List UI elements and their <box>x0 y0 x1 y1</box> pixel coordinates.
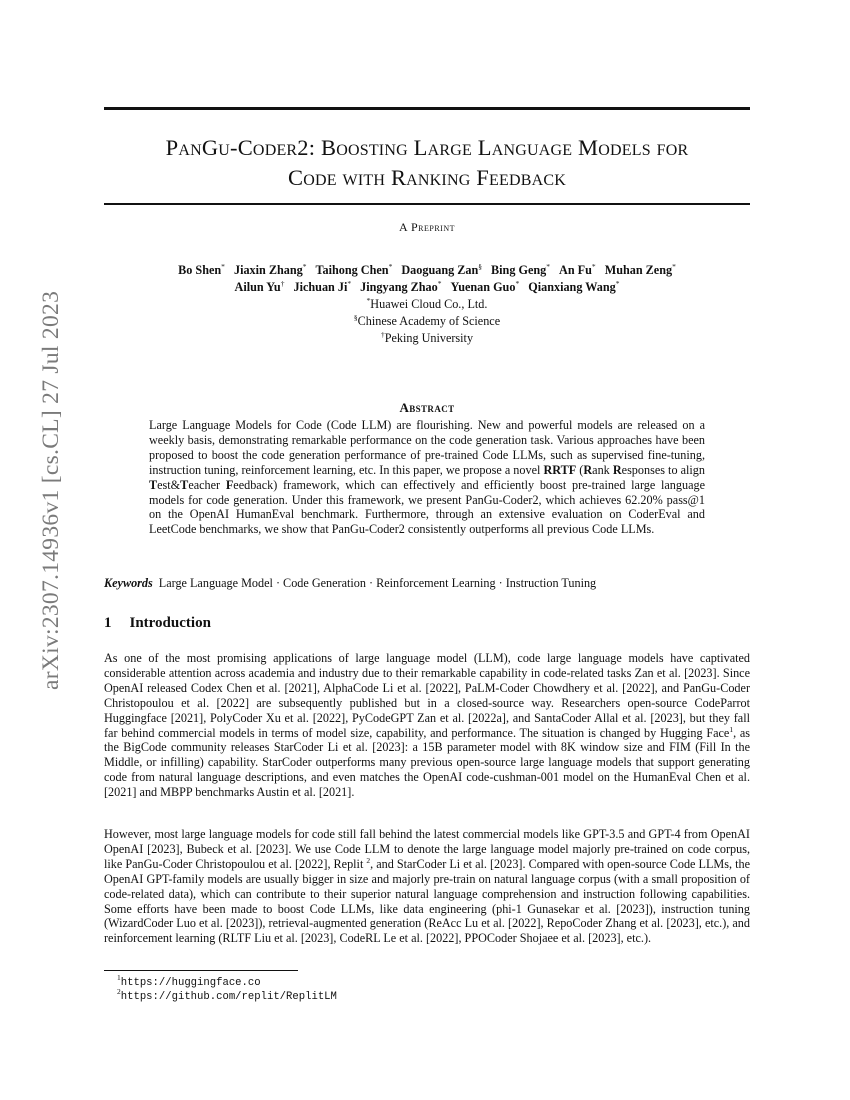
author: Taihong Chen* <box>315 262 393 277</box>
author: Bo Shen* <box>178 262 225 277</box>
author: Bing Geng* <box>491 262 550 277</box>
abstract-heading: Abstract <box>399 400 455 415</box>
section-number: 1 <box>104 615 112 631</box>
author: Jingyang Zhao* <box>360 279 442 294</box>
affiliations <box>104 296 750 347</box>
title-line-2: Code with Ranking Feedback <box>288 165 566 190</box>
footnote-1[interactable]: $^1$https://huggingface.co <box>117 973 261 989</box>
authors-line-1 <box>104 262 750 279</box>
intro-paragraph-2: However, most large language models for code still fall behind the latest commercial models like GPT-3.5 and GPT-4 from OpenAI OpenAI [2023], Bubeck et al. [2023]. We use Code LLM to denote the large language model majorly pre-trained on code corpus, like PanGu-Coder Christopoulou et al. [2022], Replit $^2$, and StarCoder Li et al. [2023]. Compared with open-source Code LLMs, the OpenAI GPT-family models are usually bigger in size and majorly pre-train on natural language corpus (with a small proposition of code-related data), which can contribute to their superior natural language comprehension and instruction following capabilities. Some efforts have been made to boost Code LLMs, like data engineering (phi-1 Gunasekar et al. [2023]), instruction tuning (WizardCoder Luo et al. [2023]), retrieval-augmented generation (ReAcc Lu et al. [2022], RepoCoder Zhang et al. [2023], etc.), and reinforcement learning (RLTF Liu et al. [2023], CodeRL Le et al. [2022], PPOCoder Shojaee et al. [2023], etc.). <box>104 827 750 946</box>
preprint-label: A Preprint <box>398 220 455 234</box>
section-title: Introduction <box>129 615 211 631</box>
author: Jiaxin Zhang* <box>233 262 307 277</box>
title-bottom-rule <box>104 203 750 205</box>
abstract-text: Large Language Models for Code (Code LLM) are flourishing. New and powerful models are released on a weekly basis, demonstrating remarkable performance on the code generation task. Various approaches have been proposed to boost the code generation performance of pre-trained Code LLMs, such as supervised fine-tuning, instruction tuning, reinforcement learning, etc. In this paper, we propose a novel RRTF (Rank Responses to align Test&Teacher Feedback) framework, which can effectively and efficiently boost pre-trained large language models for code generation. Under this framework, we present PanGu-Coder2, which achieves 62.20% pass@1 on the OpenAI HumanEval benchmark. Furthermore, through an extensive evaluation on CoderEval and LeetCode benchmarks, we show that PanGu-Coder2 consistently outperforms all previous Code LLMs. <box>149 418 705 537</box>
footnote-rule <box>104 970 298 971</box>
affiliation: †Peking University <box>380 330 474 345</box>
paper-title <box>104 133 750 193</box>
author: An Fu* <box>559 262 596 277</box>
author: Ailun Yu† <box>234 279 285 294</box>
affiliation: §Chinese Academy of Science <box>353 313 501 328</box>
author: Muhan Zeng* <box>604 262 676 277</box>
title-line-1: PanGu-Coder2: Boosting Large Language Models for <box>165 135 689 160</box>
arxiv-stamp: arXiv:2307.14936v1 [cs.CL] 27 Jul 2023 <box>38 290 64 690</box>
affiliation: *Huawei Cloud Co., Ltd. <box>366 296 488 311</box>
author: Qianxiang Wang* <box>528 279 620 294</box>
section-heading <box>104 615 211 632</box>
footnote-ref[interactable]: 2 <box>366 855 371 865</box>
keywords <box>104 576 750 591</box>
author-list <box>104 262 750 296</box>
footnote-ref[interactable]: 1 <box>729 724 734 734</box>
author: Yuenan Guo* <box>450 279 520 294</box>
authors-line-2 <box>104 279 750 296</box>
keywords-list: Large Language Model · Code Generation · Reinforcement Learning · Instruction Tuning <box>158 576 597 590</box>
author: Jichuan Ji* <box>293 279 352 294</box>
author: Daoguang Zan§ <box>401 262 482 277</box>
top-rule <box>104 107 750 110</box>
footnote-2[interactable]: $^2$https://github.com/replit/ReplitLM <box>117 987 337 1003</box>
keywords-label: Keywords <box>104 576 153 590</box>
intro-paragraph-1: As one of the most promising applications of large language model (LLM), code large language models have captivated considerable attention across academia and industry due to their remarkable capability in code-related tasks Zan et al. [2023]. Since OpenAI released Codex Chen et al. [2021], AlphaCode Li et al. [2022], PaLM-Coder Chowdhery et al. [2022], and PanGu-Coder Christopoulou et al. [2022] are subsequently published but in a closed-source way. Researchers open-source CodeParrot Huggingface [2021], PolyCoder Xu et al. [2022], PyCodeGPT Zan et al. [2022a], and SantaCoder Allal et al. [2023], but they fall far behind commercial models in terms of model size, capability, and performance. The situation is changed by Hugging Face$^1$, as the BigCode community releases StarCoder Li et al. [2023]: a 15B parameter model with 8K window size and FIM (Fill In the Middle, or infilling) capability. StarCoder outperforms many previous open-source large language models that support generating code from natural language descriptions, and even matches the OpenAI code-cushman-001 model on the HumanEval Chen et al. [2021] and MBPP benchmarks Austin et al. [2021]. <box>104 651 750 800</box>
